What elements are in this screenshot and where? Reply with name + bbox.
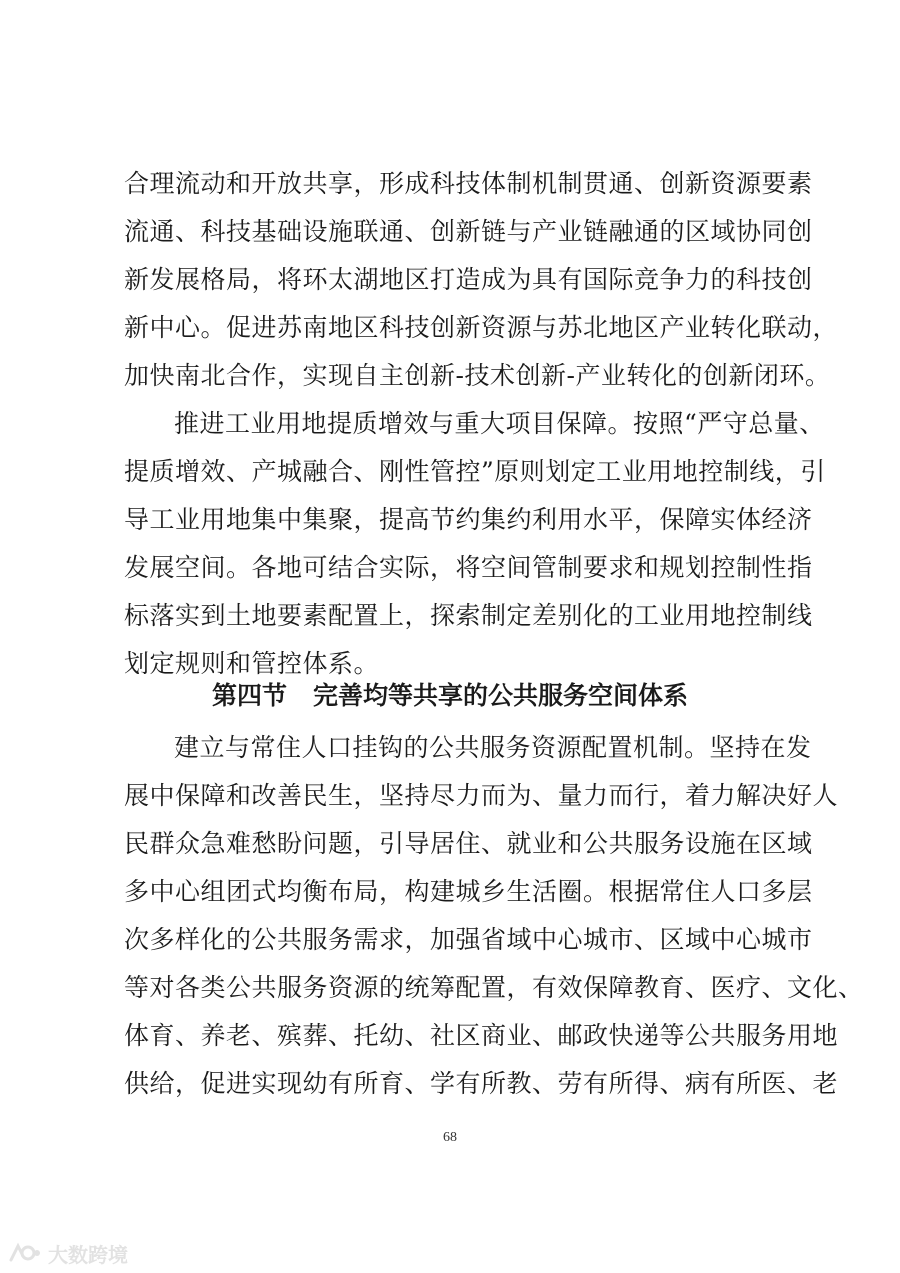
paragraph-3-line-7: 体育、养老、殡葬、托幼、社区商业、邮政快递等公共服务用地: [124, 1021, 839, 1050]
paragraph-3-line-6: 等对各类公共服务资源的统筹配置，有效保障教育、医疗、文化、: [124, 973, 864, 1002]
watermark-logo-icon: [8, 1242, 42, 1264]
section-heading: [0, 672, 900, 720]
paragraph-2-line-3: 导工业用地集中集聚，提高节约集约利用水平，保障实体经济: [124, 505, 813, 534]
paragraph-3-line-1: 建立与常住人口挂钩的公共服务资源配置机制。坚持在发: [174, 733, 812, 762]
paragraph-3-line-3: 民群众急难愁盼问题，引导居住、就业和公共服务设施在区域: [124, 829, 813, 858]
paragraph-1-line-2: 流通、科技基础设施联通、创新链与产业链融通的区域协同创: [124, 217, 813, 246]
paragraph-1-line-3: 新发展格局，将环太湖地区打造成为具有国际竞争力的科技创: [124, 265, 813, 294]
paragraph-3-line-5: 次多样化的公共服务需求，加强省域中心城市、区域中心城市: [124, 925, 813, 954]
paragraph-2-line-1: 推进工业用地提质增效与重大项目保障。按照“严守总量、: [174, 409, 825, 438]
paragraph-2-line-2: 提质增效、产城融合、刚性管控”原则划定工业用地控制线，引: [124, 457, 826, 486]
paragraph-1-line-4: 新中心。促进苏南地区科技创新资源与苏北地区产业转化联动，: [124, 313, 839, 342]
paragraph-2-line-5: 标落实到土地要素配置上，探索制定差别化的工业用地控制线: [124, 601, 813, 630]
paragraph-2-line-6: 划定规则和管控体系。: [124, 649, 380, 678]
watermark: [8, 1238, 128, 1268]
page-number: 68: [443, 1130, 457, 1145]
paragraph-1-line-5: 加快南北合作，实现自主创新-技术创新-产业转化的创新闭环。: [124, 361, 831, 390]
section-number: 第四节: [211, 681, 287, 710]
paragraph-3-line-8: 供给，促进实现幼有所育、学有所教、劳有所得、病有所医、老: [124, 1069, 839, 1098]
section-title: 完善均等共享的公共服务空间体系: [313, 681, 689, 710]
paragraph-1-line-1: 合理流动和开放共享，形成科技体制机制贯通、创新资源要素: [124, 169, 813, 198]
paragraph-3-line-2: 展中保障和改善民生，坚持尽力而为、量力而行，着力解决好人: [124, 781, 839, 810]
watermark-text: 大数跨境: [48, 1242, 128, 1267]
paragraph-2-line-4: 发展空间。各地可结合实际，将空间管制要求和规划控制性指: [124, 553, 813, 582]
paragraph-3-line-4: 多中心组团式均衡布局，构建城乡生活圈。根据常住人口多层: [124, 877, 813, 906]
